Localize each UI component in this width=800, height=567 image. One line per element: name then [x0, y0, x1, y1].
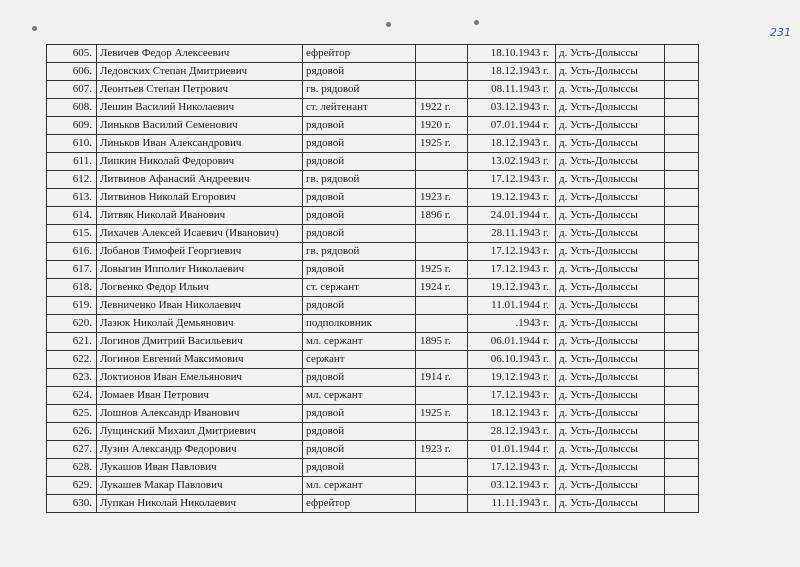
person-name: Локтионов Иван Емельянович [97, 369, 303, 387]
burial-place: д. Усть-Долыссы [556, 189, 665, 207]
person-name: Лобанов Тимофей Георгиевич [97, 243, 303, 261]
burial-place: д. Усть-Долыссы [556, 81, 665, 99]
table-row [47, 279, 699, 297]
birth-year: 1924 г. [416, 279, 468, 297]
birth-year: 1895 г. [416, 333, 468, 351]
birth-year: 1923 г. [416, 189, 468, 207]
table-row [47, 171, 699, 189]
military-rank: гв. рядовой [303, 171, 416, 189]
death-date: 17.12.1943 г. [468, 459, 556, 477]
row-number: 610. [47, 135, 97, 153]
death-date: 17.12.1943 г. [468, 261, 556, 279]
death-date: 07.01.1944 г. [468, 117, 556, 135]
burial-place: д. Усть-Долыссы [556, 99, 665, 117]
punch-hole-mark [474, 20, 479, 25]
death-date: 17.12.1943 г. [468, 243, 556, 261]
burial-place: д. Усть-Долыссы [556, 135, 665, 153]
row-number: 619. [47, 297, 97, 315]
table-row [47, 45, 699, 63]
birth-year: 1925 г. [416, 261, 468, 279]
row-number: 628. [47, 459, 97, 477]
row-number: 612. [47, 171, 97, 189]
military-rank: рядовой [303, 297, 416, 315]
death-date: 06.01.1944 г. [468, 333, 556, 351]
burial-list-table [46, 44, 699, 513]
person-name: Линьков Василий Семенович [97, 117, 303, 135]
row-number: 625. [47, 405, 97, 423]
table-row [47, 81, 699, 99]
table-row [47, 477, 699, 495]
burial-place: д. Усть-Долыссы [556, 315, 665, 333]
military-rank: рядовой [303, 225, 416, 243]
row-number: 618. [47, 279, 97, 297]
person-name: Лазюк Николай Демьянович [97, 315, 303, 333]
death-date: .1943 г. [468, 315, 556, 333]
birth-year [416, 423, 468, 441]
empty-cell [665, 189, 699, 207]
empty-cell [665, 297, 699, 315]
burial-place: д. Усть-Долыссы [556, 423, 665, 441]
military-rank: рядовой [303, 441, 416, 459]
military-rank: рядовой [303, 117, 416, 135]
death-date: 01.01.1944 г. [468, 441, 556, 459]
death-date: 18.12.1943 г. [468, 135, 556, 153]
birth-year [416, 225, 468, 243]
table-row [47, 99, 699, 117]
row-number: 614. [47, 207, 97, 225]
burial-place: д. Усть-Долыссы [556, 477, 665, 495]
table-row [47, 495, 699, 513]
empty-cell [665, 405, 699, 423]
death-date: 19.12.1943 г. [468, 189, 556, 207]
empty-cell [665, 243, 699, 261]
person-name: Ломаев Иван Петрович [97, 387, 303, 405]
table-row [47, 63, 699, 81]
empty-cell [665, 477, 699, 495]
empty-cell [665, 207, 699, 225]
military-rank: рядовой [303, 135, 416, 153]
death-date: 13.02.1943 г. [468, 153, 556, 171]
empty-cell [665, 441, 699, 459]
person-name: Лихачев Алексей Исаевич (Иванович) [97, 225, 303, 243]
table-row [47, 225, 699, 243]
death-date: 08.11.1943 г. [468, 81, 556, 99]
death-date: 11.11.1943 г. [468, 495, 556, 513]
burial-place: д. Усть-Долыссы [556, 369, 665, 387]
empty-cell [665, 333, 699, 351]
burial-place: д. Усть-Долыссы [556, 459, 665, 477]
person-name: Литвинов Николай Егорович [97, 189, 303, 207]
birth-year [416, 63, 468, 81]
row-number: 630. [47, 495, 97, 513]
burial-place: д. Усть-Долыссы [556, 207, 665, 225]
military-rank: мл. сержант [303, 387, 416, 405]
burial-place: д. Усть-Долыссы [556, 243, 665, 261]
military-rank: рядовой [303, 369, 416, 387]
birth-year [416, 459, 468, 477]
table-row [47, 459, 699, 477]
birth-year [416, 495, 468, 513]
page-number: 231 [770, 26, 791, 39]
burial-place: д. Усть-Долыссы [556, 45, 665, 63]
table-row [47, 333, 699, 351]
military-rank: мл. сержант [303, 477, 416, 495]
row-number: 626. [47, 423, 97, 441]
birth-year [416, 297, 468, 315]
row-number: 607. [47, 81, 97, 99]
row-number: 629. [47, 477, 97, 495]
birth-year [416, 387, 468, 405]
row-number: 613. [47, 189, 97, 207]
person-name: Ловыгин Ипполит Николаевич [97, 261, 303, 279]
row-number: 624. [47, 387, 97, 405]
birth-year [416, 243, 468, 261]
birth-year: 1923 г. [416, 441, 468, 459]
row-number: 620. [47, 315, 97, 333]
military-rank: рядовой [303, 207, 416, 225]
person-name: Логинов Дмитрий Васильевич [97, 333, 303, 351]
empty-cell [665, 45, 699, 63]
military-rank: рядовой [303, 189, 416, 207]
table-row [47, 243, 699, 261]
person-name: Линьков Иван Александрович [97, 135, 303, 153]
death-date: 24.01.1944 г. [468, 207, 556, 225]
person-name: Леонтьев Степан Петрович [97, 81, 303, 99]
table-row [47, 207, 699, 225]
empty-cell [665, 351, 699, 369]
row-number: 623. [47, 369, 97, 387]
person-name: Левниченко Иван Николаевич [97, 297, 303, 315]
military-rank: рядовой [303, 423, 416, 441]
burial-place: д. Усть-Долыссы [556, 153, 665, 171]
birth-year: 1914 г. [416, 369, 468, 387]
person-name: Лукашов Иван Павлович [97, 459, 303, 477]
burial-place: д. Усть-Долыссы [556, 495, 665, 513]
death-date: 28.11.1943 г. [468, 225, 556, 243]
empty-cell [665, 459, 699, 477]
burial-place: д. Усть-Долыссы [556, 279, 665, 297]
burial-place: д. Усть-Долыссы [556, 333, 665, 351]
empty-cell [665, 171, 699, 189]
empty-cell [665, 387, 699, 405]
burial-place: д. Усть-Долыссы [556, 261, 665, 279]
military-rank: ст. сержант [303, 279, 416, 297]
empty-cell [665, 225, 699, 243]
table-row [47, 405, 699, 423]
row-number: 622. [47, 351, 97, 369]
person-name: Логинов Евгений Максимович [97, 351, 303, 369]
table-row [47, 315, 699, 333]
table-row [47, 441, 699, 459]
person-name: Лузин Александр Федорович [97, 441, 303, 459]
empty-cell [665, 81, 699, 99]
punch-hole-mark [32, 26, 37, 31]
burial-place: д. Усть-Долыссы [556, 387, 665, 405]
person-name: Литвинов Афанасий Андреевич [97, 171, 303, 189]
empty-cell [665, 153, 699, 171]
birth-year [416, 351, 468, 369]
empty-cell [665, 423, 699, 441]
table-row [47, 351, 699, 369]
death-date: 19.12.1943 г. [468, 369, 556, 387]
burial-place: д. Усть-Долыссы [556, 297, 665, 315]
row-number: 627. [47, 441, 97, 459]
death-date: 17.12.1943 г. [468, 387, 556, 405]
death-date: 28.12.1943 г. [468, 423, 556, 441]
person-name: Левичев Федор Алексеевич [97, 45, 303, 63]
burial-place: д. Усть-Долыссы [556, 441, 665, 459]
table-row [47, 135, 699, 153]
row-number: 621. [47, 333, 97, 351]
death-date: 03.12.1943 г. [468, 477, 556, 495]
empty-cell [665, 495, 699, 513]
table-row [47, 387, 699, 405]
death-date: 18.10.1943 г. [468, 45, 556, 63]
military-rank: ст. лейтенант [303, 99, 416, 117]
burial-place: д. Усть-Долыссы [556, 171, 665, 189]
punch-hole-mark [386, 22, 391, 27]
row-number: 608. [47, 99, 97, 117]
person-name: Лупкан Николай Николаевич [97, 495, 303, 513]
birth-year [416, 81, 468, 99]
empty-cell [665, 99, 699, 117]
row-number: 615. [47, 225, 97, 243]
military-rank: сержант [303, 351, 416, 369]
person-name: Лешин Василий Николаевич [97, 99, 303, 117]
military-rank: гв. рядовой [303, 243, 416, 261]
birth-year: 1920 г. [416, 117, 468, 135]
empty-cell [665, 117, 699, 135]
table-row [47, 261, 699, 279]
empty-cell [665, 63, 699, 81]
table-row [47, 369, 699, 387]
empty-cell [665, 135, 699, 153]
burial-place: д. Усть-Долыссы [556, 63, 665, 81]
row-number: 609. [47, 117, 97, 135]
military-rank: мл. сержант [303, 333, 416, 351]
person-name: Лукашев Макар Павлович [97, 477, 303, 495]
person-name: Ледовских Степан Дмитриевич [97, 63, 303, 81]
table-row [47, 297, 699, 315]
empty-cell [665, 261, 699, 279]
person-name: Логвенко Федор Ильич [97, 279, 303, 297]
birth-year [416, 45, 468, 63]
row-number: 606. [47, 63, 97, 81]
death-date: 18.12.1943 г. [468, 63, 556, 81]
row-number: 611. [47, 153, 97, 171]
birth-year [416, 171, 468, 189]
person-name: Лошнов Александр Иванович [97, 405, 303, 423]
military-rank: рядовой [303, 459, 416, 477]
death-date: 17.12.1943 г. [468, 171, 556, 189]
empty-cell [665, 369, 699, 387]
row-number: 617. [47, 261, 97, 279]
death-date: 03.12.1943 г. [468, 99, 556, 117]
empty-cell [665, 279, 699, 297]
death-date: 19.12.1943 г. [468, 279, 556, 297]
person-name: Лущинский Михаил Дмитриевич [97, 423, 303, 441]
row-number: 616. [47, 243, 97, 261]
person-name: Липкин Николай Федорович [97, 153, 303, 171]
military-rank: рядовой [303, 63, 416, 81]
birth-year: 1896 г. [416, 207, 468, 225]
military-rank: рядовой [303, 261, 416, 279]
death-date: 06.10.1943 г. [468, 351, 556, 369]
birth-year: 1922 г. [416, 99, 468, 117]
military-rank: рядовой [303, 405, 416, 423]
death-date: 18.12.1943 г. [468, 405, 556, 423]
empty-cell [665, 315, 699, 333]
military-rank: гв. рядовой [303, 81, 416, 99]
birth-year: 1925 г. [416, 405, 468, 423]
row-number: 605. [47, 45, 97, 63]
military-rank: рядовой [303, 153, 416, 171]
burial-place: д. Усть-Долыссы [556, 117, 665, 135]
table-row [47, 189, 699, 207]
table-row [47, 153, 699, 171]
burial-place: д. Усть-Долыссы [556, 405, 665, 423]
military-rank: ефрейтор [303, 45, 416, 63]
table-row [47, 423, 699, 441]
birth-year [416, 153, 468, 171]
burial-place: д. Усть-Долыссы [556, 351, 665, 369]
birth-year [416, 477, 468, 495]
burial-place: д. Усть-Долыссы [556, 225, 665, 243]
military-rank: ефрейтор [303, 495, 416, 513]
birth-year: 1925 г. [416, 135, 468, 153]
table-row [47, 117, 699, 135]
person-name: Литвяк Николай Иванович [97, 207, 303, 225]
birth-year [416, 315, 468, 333]
death-date: 11.01.1944 г. [468, 297, 556, 315]
military-rank: подполковник [303, 315, 416, 333]
